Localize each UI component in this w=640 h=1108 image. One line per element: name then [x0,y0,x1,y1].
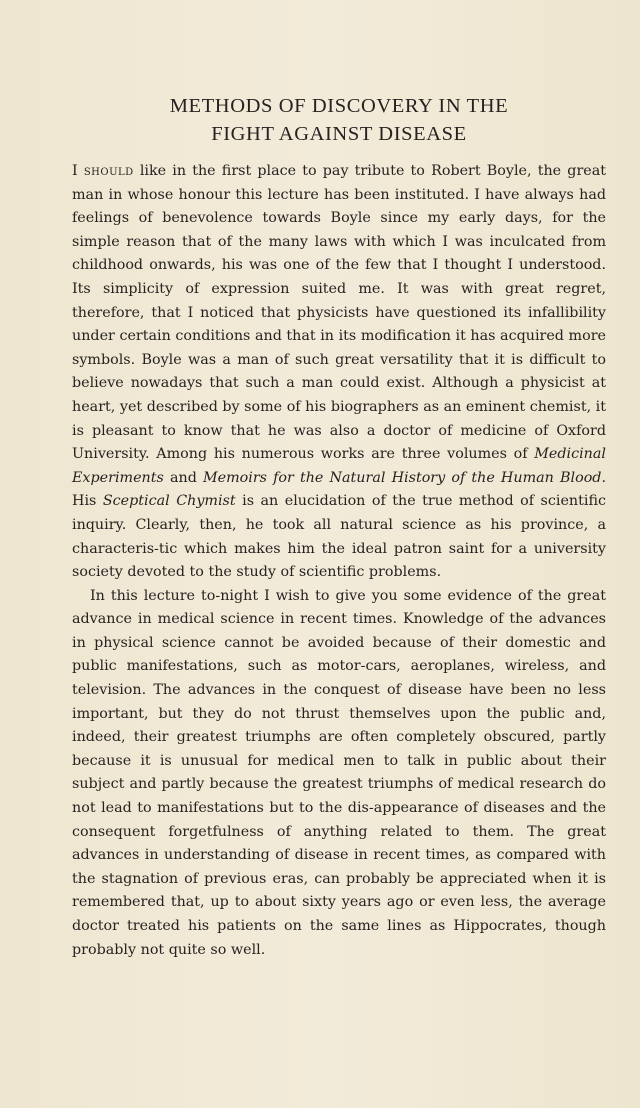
italic-title-memoirs: Memoirs for the Natural History of the Human Blood. [202,469,606,486]
lead-word: I [72,163,78,179]
chapter-title-line-2: FIGHT AGAINST DISEASE [211,123,467,145]
paragraph-1 [72,160,606,585]
paragraph-1-text-c: His [72,493,103,510]
lead-smallcaps: should [83,163,134,179]
chapter-title-line-1: METHODS OF DISCOVERY IN THE [169,95,509,117]
paragraph-1-text-a: like in the first place to pay tribute to Robert Boyle, the great man in whose honour this lecture has been instituted. I have always had feelings of benevolence towards Boyle since my early days, for the simple reason that of the many laws with which I was inculcated from childhood onwards, his was one of the few that I thought I understood. Its simplicity of expression suited me. It was with great regret, therefore, that I noticed that physicists have questioned its infallibility under certain conditions and that in its modification it has acquired more symbols. Boyle was a man of such great versatility that it is difficult to believe nowadays that such a man could exist. Although a physicist at heart, yet described by some of his biographers as an eminent chemist, it is pleasant to know that he was also a doctor of medicine of Oxford University. Among his numerous works are three volumes of [72,163,607,463]
italic-title-medicinal-experiments: Medicinal Experiments [72,446,606,486]
chapter-title [72,92,606,148]
page-text [72,92,606,962]
paragraph-2: In this lecture to-night I wish to give you some evidence of the great advance in medical science in recent times. Knowledge of the advances in physical science cannot be avoided because of their domestic and public manifestations, such as motor-cars, aeroplanes, wireless, and television. The advances in the conquest of disease have been no less important, but they do not thrust themselves upon the public and, indeed, their greatest triumphs are often completely obscured, partly because it is unusual for medical men to talk in public about their subject and partly because the greatest triumphs of medical research do not lead to manifestations but to the dis-appearance of diseases and the consequent forgetfulness of anything related to them. The great advances in understanding of disease in recent times, as compared with the stagnation of previous eras, can probably be appreciated when it is remembered that, up to about sixty years ago or even less, the average doctor treated his patients on the same lines as Hippocrates, though probably not quite so well. [72,587,606,958]
paragraph-1-text-b: and [163,469,203,486]
italic-title-sceptical-chymist: Sceptical Chymist [102,493,236,510]
paragraph-1-text-d: is an elucidation of the true method of scientific inquiry. Clearly, then, he took all natural science as his province, a characteris-tic which makes him the ideal patron saint for a university society devoted to the study of scientific problems. [72,493,606,581]
